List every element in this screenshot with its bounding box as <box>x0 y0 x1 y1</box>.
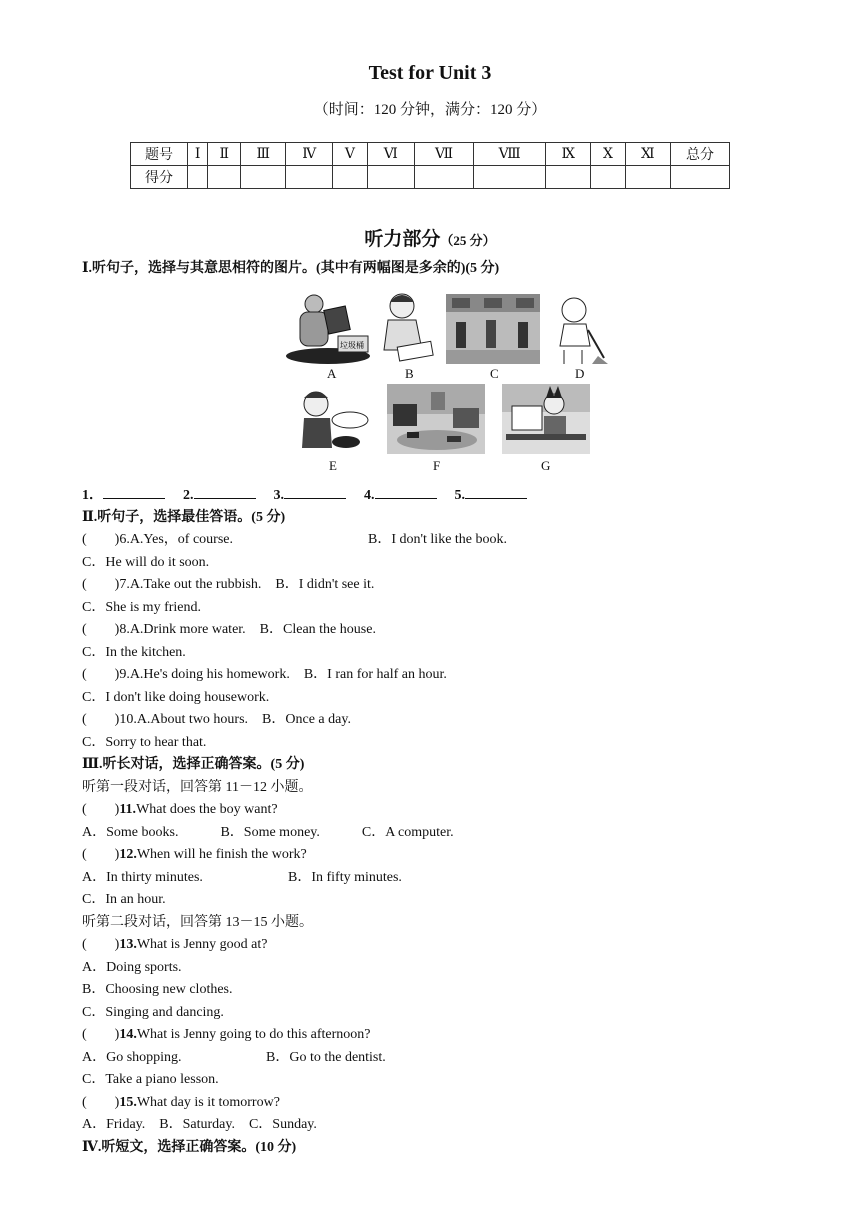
part2-heading: Ⅱ.听句子，选择最佳答语。(5 分) <box>82 510 286 525</box>
q11-options: A．Some books. B．Some money. C．A computer. <box>82 825 454 840</box>
q14-paren: ( ) <box>82 1027 120 1042</box>
picture-b-drawing-icon <box>376 290 438 366</box>
q13-paren: ( ) <box>82 937 120 952</box>
picture-label-e: E <box>329 458 337 473</box>
blank-label-3: 3. <box>273 488 284 503</box>
picture-d-sweeping-icon <box>548 294 610 366</box>
q14-option-a: A．Go shopping. <box>82 1050 182 1065</box>
q11-paren: ( ) <box>82 802 120 817</box>
listening-title-text: 听力部分 <box>364 229 441 250</box>
q13-number: 13. <box>119 937 137 952</box>
trash-label: 垃圾桶 <box>340 341 364 350</box>
q13-option-b: B．Choosing new clothes. <box>82 982 233 997</box>
q7-line: ( )7.A.Take out the rubbish. B．I didn't see it. <box>82 577 375 592</box>
q13-option-a: A．Doing sports. <box>82 960 182 975</box>
q15-line <box>82 1094 280 1112</box>
blank-label-1: 1． <box>82 488 103 503</box>
q13-text: What is Jenny good at? <box>136 937 268 952</box>
q14-text: What is Jenny going to do this afternoon? <box>136 1027 371 1042</box>
q6-option-b: B．I don't like the book. <box>368 532 508 547</box>
answer-blank-1[interactable] <box>103 486 165 499</box>
q12-option-b: B．In fifty minutes. <box>288 870 402 885</box>
score-cell: Ⅷ <box>474 143 546 166</box>
score-input[interactable] <box>286 166 333 189</box>
listening-section-title <box>0 224 860 251</box>
q10-line: ( )10.A.About two hours. B．Once a day. <box>82 712 351 727</box>
score-cell: Ⅹ <box>591 143 625 166</box>
q14-line <box>82 1026 371 1044</box>
score-input[interactable] <box>188 166 208 189</box>
q13-option-c: C．Singing and dancing. <box>82 1005 224 1020</box>
score-table <box>130 142 730 189</box>
listening-points: （25 分） <box>440 233 496 248</box>
score-input[interactable] <box>367 166 414 189</box>
picture-g-computer-icon <box>502 384 590 454</box>
q15-options: A．Friday. B．Saturday. C．Sunday. <box>82 1117 317 1132</box>
picture-label-d: D <box>575 366 585 381</box>
score-cell: Ⅴ <box>333 143 368 166</box>
score-input[interactable] <box>414 166 473 189</box>
q14-option-c: C．Take a piano lesson. <box>82 1072 219 1087</box>
q6-option-c: C．He will do it soon. <box>82 555 210 570</box>
q12-option-c: C．In an hour. <box>82 892 166 907</box>
q8-line: ( )8.A.Drink more water. B．Clean the house. <box>82 622 376 637</box>
q12-number: 12. <box>119 847 137 862</box>
blank-label-4: 4. <box>364 488 375 503</box>
answer-blank-2[interactable] <box>194 486 256 499</box>
answer-blanks-row <box>82 486 545 505</box>
score-input[interactable] <box>671 166 730 189</box>
score-input[interactable] <box>474 166 546 189</box>
q10-option-c: C．Sorry to hear that. <box>82 735 207 750</box>
score-cell: Ⅶ <box>414 143 473 166</box>
score-input[interactable] <box>208 166 241 189</box>
score-label: 得分 <box>131 166 188 189</box>
score-input[interactable] <box>546 166 591 189</box>
picture-c-classroom-icon <box>446 294 540 364</box>
q11-line <box>82 801 278 819</box>
picture-label-a: A <box>327 366 337 381</box>
score-cell: Ⅲ <box>241 143 286 166</box>
q8-option-c: C．In the kitchen. <box>82 645 186 660</box>
q13-line <box>82 936 267 954</box>
q6-line: ( )6.A.Yes，of course. <box>82 532 234 547</box>
score-input[interactable] <box>241 166 286 189</box>
q12-text: When will he finish the work? <box>136 847 307 862</box>
answer-blank-4[interactable] <box>375 486 437 499</box>
q11-number: 11. <box>119 802 137 817</box>
q15-paren: ( ) <box>82 1095 120 1110</box>
time-note: （时间：120 分钟，满分：120 分） <box>313 102 547 118</box>
score-table-header-row <box>131 143 730 166</box>
score-input[interactable] <box>333 166 368 189</box>
score-input[interactable] <box>591 166 625 189</box>
answer-blank-5[interactable] <box>465 486 527 499</box>
score-cell: Ⅰ <box>188 143 208 166</box>
score-input[interactable] <box>625 166 670 189</box>
q12-paren: ( ) <box>82 847 120 862</box>
score-cell: 题号 <box>131 143 188 166</box>
part3-heading: Ⅲ.听长对话，选择正确答案。(5 分) <box>82 757 305 772</box>
q14-number: 14. <box>119 1027 137 1042</box>
picture-f-messy-room-icon <box>387 384 485 454</box>
blank-label-5: 5. <box>454 488 465 503</box>
score-table-score-row <box>131 166 730 189</box>
q9-line: ( )9.A.He's doing his homework. B．I ran for half an hour. <box>82 667 447 682</box>
score-cell: Ⅱ <box>208 143 241 166</box>
q11-text: What does the boy want? <box>136 802 278 817</box>
q14-option-b: B．Go to the dentist. <box>266 1050 386 1065</box>
dialog1-note: 听第一段对话，回答第 11－12 小题。 <box>82 780 313 795</box>
picture-e-cooking-icon <box>296 386 370 456</box>
page-title: Test for Unit 3 <box>368 62 492 84</box>
part1-heading: Ⅰ.听句子，选择与其意思相符的图片。(其中有两幅图是多余的)(5 分) <box>82 261 500 276</box>
score-cell: Ⅵ <box>367 143 414 166</box>
picture-a-trash-icon <box>282 290 374 366</box>
picture-label-c: C <box>490 366 499 381</box>
blank-label-2: 2. <box>183 488 194 503</box>
q15-text: What day is it tomorrow? <box>136 1095 280 1110</box>
q15-number: 15. <box>119 1095 137 1110</box>
dialog2-note: 听第二段对话，回答第 13－15 小题。 <box>82 915 313 930</box>
score-cell: Ⅳ <box>286 143 333 166</box>
q12-option-a: A．In thirty minutes. <box>82 870 203 885</box>
picture-label-b: B <box>405 366 414 381</box>
picture-label-g: G <box>541 458 551 473</box>
score-cell: Ⅸ <box>546 143 591 166</box>
q9-option-c: C．I don't like doing housework. <box>82 690 270 705</box>
q7-option-c: C．She is my friend. <box>82 600 201 615</box>
q12-line <box>82 846 307 864</box>
picture-label-f: F <box>433 458 441 473</box>
score-cell: 总分 <box>671 143 730 166</box>
part4-heading: Ⅳ.听短文，选择正确答案。(10 分) <box>82 1140 297 1155</box>
answer-blank-3[interactable] <box>284 486 346 499</box>
score-cell: Ⅺ <box>625 143 670 166</box>
